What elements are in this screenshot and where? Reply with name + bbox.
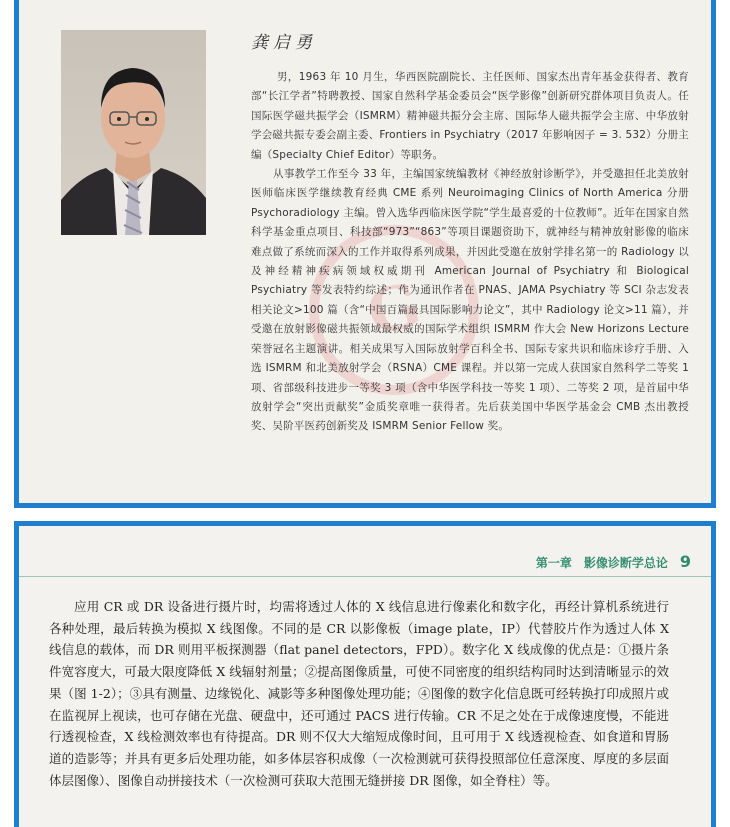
- page-number: 9: [679, 552, 691, 571]
- watermark-seal: G: [290, 206, 498, 414]
- running-header: [536, 552, 691, 571]
- author-biography: [251, 68, 689, 437]
- header-rule: [19, 576, 711, 577]
- chapter-title: 第一章 影像诊断学总论: [535, 556, 668, 570]
- book-page-panel: [14, 521, 716, 827]
- author-bio-panel: [14, 0, 716, 508]
- author-portrait: [61, 30, 206, 235]
- body-paragraph: 应用 CR 或 DR 设备进行摄片时，均需将透过人体的 X 线信息进行像素化和数字化，再经计算机系统进行各种处理，最后转换为模拟 X 线图像。不同的是 CR 以影像板（image plate，IP）代替胶片作为透过人体 X 线信息的载体，而 DR 则用平板探测器（flat panel detectors，FPD）。数字化 X 线成像的优点是：①摄片条件宽容度大，可最大限度降低 X 线辐射剂量；②提高图像质量，可使不同密度的组织结构同时达到清晰显示的效果（图 1-2）；③具有测量、边缘锐化、减影等多种图像处理功能；④图像的数字化信息既可经转换打印成照片或在监视屏上视读，也可存储在光盘、硬盘中，还可通过 PACS 进行传输。CR 不足之处在于成像速度慢，不能进行透视检查，X 线检测效率也有待提高。DR 则不仅大大缩短成像时间，且可用于 X 线透视检查、如食道和胃肠道的造影等；并具有更多后处理功能，如多体层容积成像（一次检测就可获得投照部位任意深度、厚度的多层面体层图像）、图像自动拼接技术（一次检测可获取大范围无缝拼接 DR 图像，如全脊柱）等。: [49, 599, 669, 788]
- bio-paragraph-2: 从事教学工作至今 33 年，主编国家统编教材《神经放射诊断学》，并受邀担任北美放射医师临床医学继续教育经典 CME 系列 Neuroimaging Clinics of North America 分册 Psychoradiology 主编。曾入选华西临床医学院“学生最喜爱的十位教师”。近年在国家自然科学基金重点项目、科技部“973”“863”等项目课题资助下，就神经与精神放射影像的临床难点做了系统而深入的工作并取得系列成果，并因此受邀在放射学排名第一的 Radiology 以及神经精神疾病领域权威期刊 American Journal of Psychiatry 和 Biological Psychiatry 等发表特约综述；作为通讯作者在 PNAS、JAMA Psychiatry 等 SCI 杂志发表相关论文>100 篇（含“中国百篇最具国际影响力论文”，其中 Radiology 论文>11 篇），并受邀在放射影像磁共振领域最权威的国际学术组织 ISMRM 作大会 New Horizons Lecture 荣誉冠名主题演讲。相关成果写入国际放射学百科全书、国际专家共识和临床诊疗手册、入选 ISMRM 和北美放射学会（RSNA）CME 课程。并以第一完成人获国家自然科学二等奖 1 项、省部级科技进步一等奖 3 项（含中华医学科技一等奖 1 项）、二等奖 2 项，是首届中华放射学会“突出贡献奖”金质奖章唯一获得者。先后获美国中华医学基金会 CMB 杰出教授奖、吴阶平医药创新奖及 ISMRM Senior Fellow 奖。: [251, 168, 689, 433]
- page-body: [49, 596, 669, 791]
- bio-paragraph-1: 男，1963 年 10 月生，华西医院副院长、主任医师、国家杰出青年基金获得者、教育部“长江学者”特聘教授、国家自然科学基金委员会“医学影像”创新研究群体项目负责人。任国际医学磁共振学会（ISMRM）精神磁共振分会主席、国际华人磁共振学会主席、中华放射学会磁共振专委会副主委、Frontiers in Psychiatry（2017 年影响因子 = 3. 532）分册主编（Specialty Chief Editor）等职务。: [251, 71, 689, 161]
- author-signature: 龚启勇: [251, 33, 317, 53]
